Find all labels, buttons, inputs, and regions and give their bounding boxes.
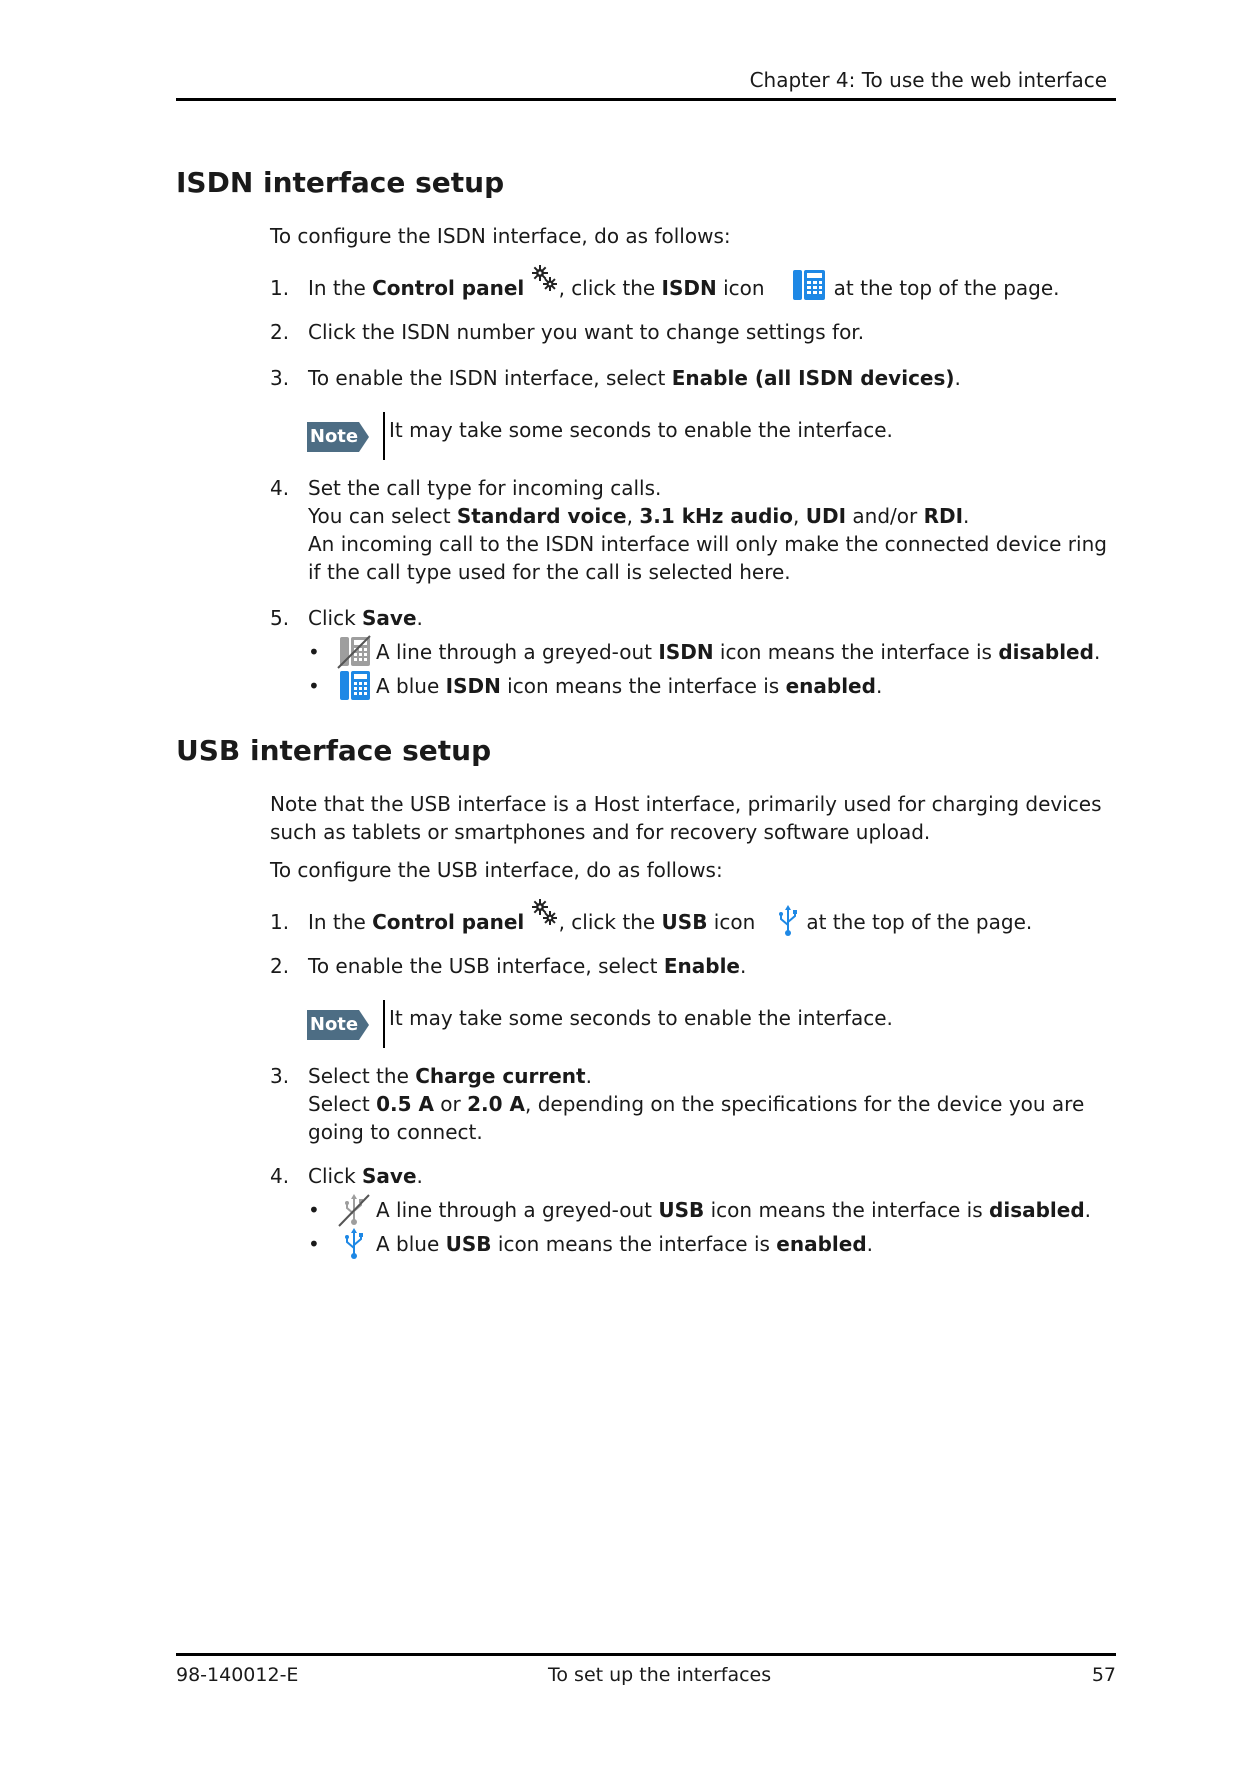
usb-heading: USB interface setup	[176, 734, 492, 767]
isdn-note: Note It may take some seconds to enable the interface.	[307, 412, 1007, 462]
isdn-intro: To configure the ISDN interface, do as follows:	[270, 224, 731, 248]
gears-icon	[531, 898, 559, 928]
usb-disabled-bullet: • A line through a greyed-out USB icon means the interface is disabled.	[308, 1196, 1108, 1230]
footer-section: To set up the interfaces	[548, 1664, 772, 1686]
footer-doc-id: 98-140012-E	[176, 1664, 299, 1686]
footer-divider	[176, 1653, 1116, 1656]
isdn-heading: ISDN interface setup	[176, 166, 505, 199]
gears-icon	[531, 264, 559, 294]
header-divider	[176, 98, 1116, 101]
usb-enabled-bullet: • A blue USB icon means the interface is enabled.	[308, 1230, 1108, 1264]
isdn-disabled-icon	[336, 634, 372, 670]
footer-page-number: 57	[1091, 1664, 1116, 1686]
isdn-disabled-bullet: • A line through a greyed-out ISDN icon means the interface is disabled.	[308, 638, 1108, 672]
usb-intro-2: To configure the USB interface, do as follows:	[270, 858, 723, 882]
running-header: Chapter 4: To use the web interface	[749, 68, 1107, 92]
document-page: Chapter 4: To use the web interface ISDN interface setup To configure the ISDN interface, do as follows: 1. In the Control panel , click the ISDN icon at the top of the page. 2. Click the ISDN number you want to change settings for. 3. To enable the ISDN interface, select Enable (all ISDN devices). Note It may take some seconds to enable the interface. 4. Set the call type for incoming calls. You can select Standard voice, 3.1 kHz audio, UDI and/or RDI. An incoming call to the ISDN interface will only make the connected device ring if the call type used for the call is selected here. 5. Click Save. • A line through a greyed-out ISDN icon means the interface is disabled. • A blue ISDN icon means the interface is enabled. USB interface setup Note that the USB interface is a Host interface, primarily used for charging devices such as tablets or smartphones and for recovery software upload. To configure the USB interface, do as follows: 1. In the Control panel , click the USB icon at the top of the page. 2. To enable the USB interface, select Enable. Note It may take some seconds to enable the interface. 3. Select the Charge current. Select 0.5 A or 2.0 A, depending on the specifications for the device you are going to connect. 4. Click Save. • A line through a greyed-out USB icon means the interface is disabled. • A blue USB icon means the interface is enabled. 98-140012-E To set up the interfaces 57	[0, 0, 1240, 1778]
usb-intro-1: Note that the USB interface is a Host interface, primarily used for charging devices such as tablets or smartphones and for recovery software upload.	[270, 792, 1102, 844]
isdn-phone-icon	[791, 268, 827, 302]
usb-disabled-icon	[336, 1192, 372, 1228]
usb-icon	[776, 905, 800, 937]
usb-enabled-icon	[336, 1226, 372, 1262]
isdn-enabled-icon	[336, 668, 372, 704]
usb-note: Note It may take some seconds to enable the interface.	[307, 1000, 1007, 1050]
isdn-enabled-bullet: • A blue ISDN icon means the interface is enabled.	[308, 672, 1108, 706]
